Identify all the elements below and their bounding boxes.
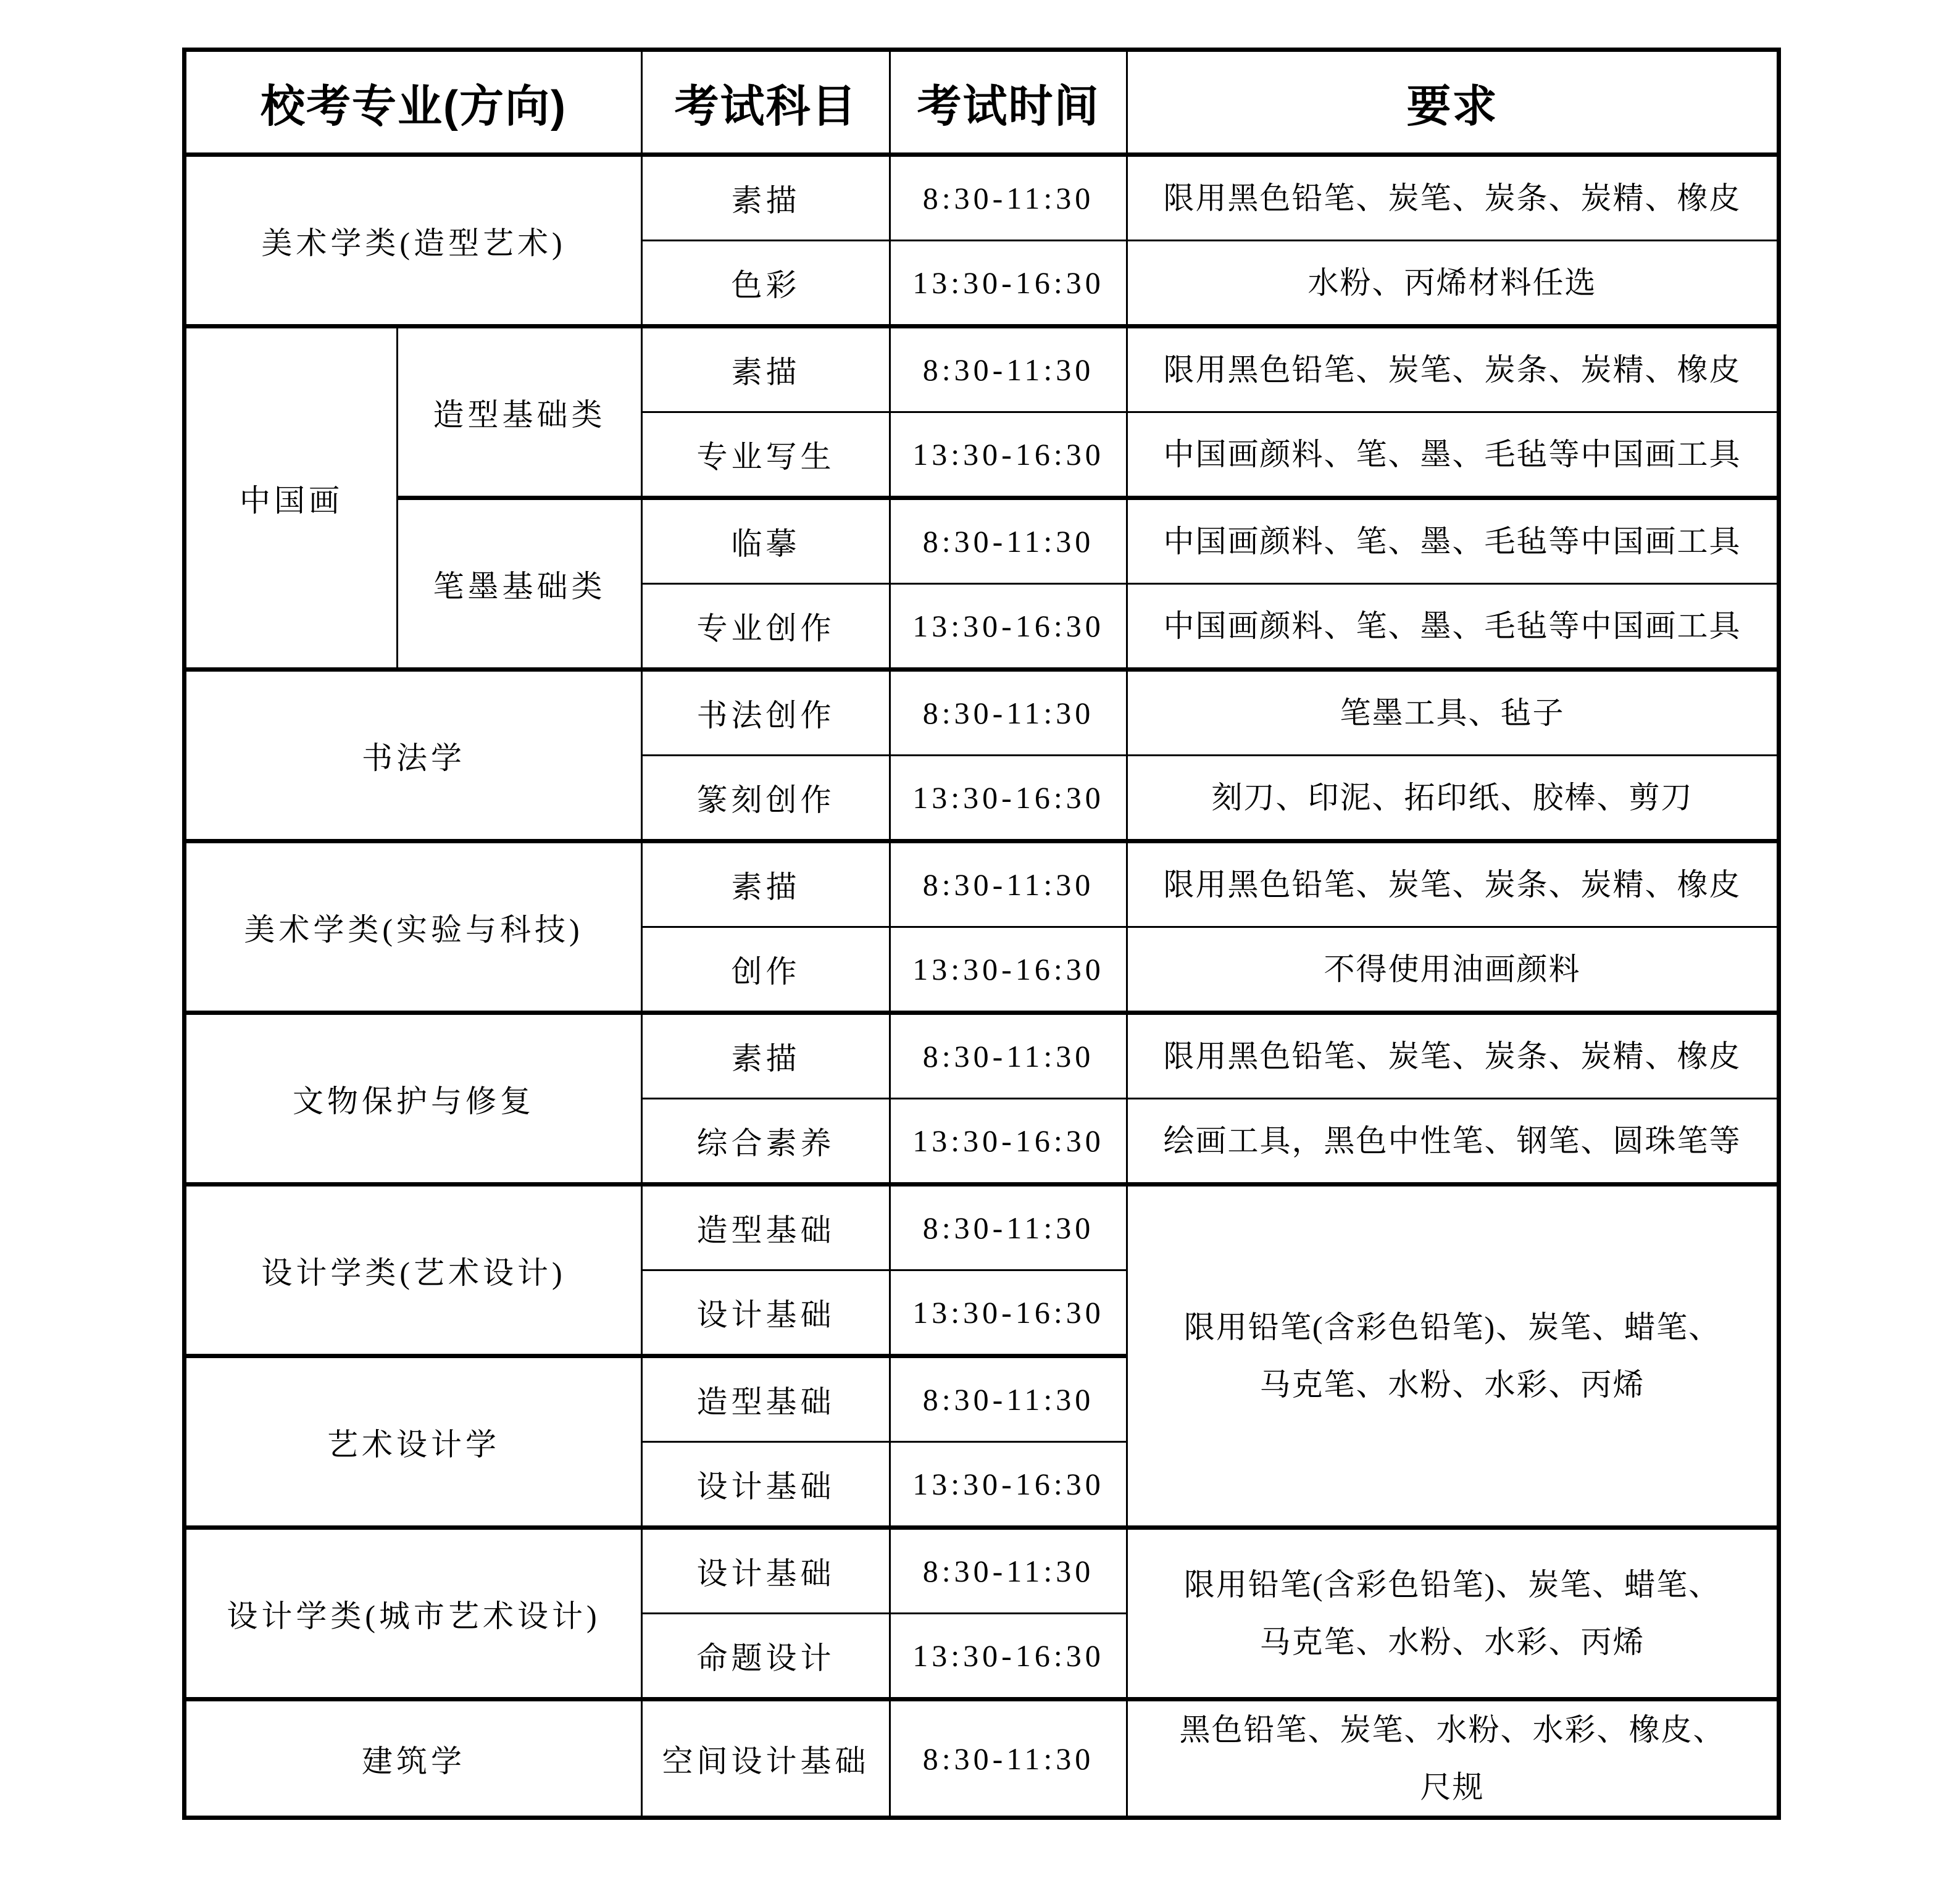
table-row (185, 1185, 1779, 1270)
subject-cell: 设计基础 (642, 1442, 890, 1528)
major-design-urban-art-design: 设计学类(城市艺术设计) (185, 1528, 642, 1700)
table-row (185, 498, 1779, 584)
subgroup-modeling-foundation: 造型基础类 (398, 327, 642, 498)
requirement-cell: 刻刀、印泥、拓印纸、胶棒、剪刀 (1127, 756, 1779, 841)
header-major: 校考专业(方向) (185, 50, 642, 155)
subject-cell: 综合素养 (642, 1099, 890, 1185)
requirement-line: 限用铅笔(含彩色铅笔)、炭笔、蜡笔、 (1183, 1567, 1721, 1602)
requirement-cell: 绘画工具，黑色中性笔、钢笔、圆珠笔等 (1127, 1099, 1779, 1185)
time-cell: 8:30-11:30 (890, 1528, 1127, 1614)
requirement-cell: 不得使用油画颜料 (1127, 927, 1779, 1013)
requirement-cell: 中国画颜料、笔、墨、毛毡等中国画工具 (1127, 412, 1779, 498)
time-cell: 13:30-16:30 (890, 584, 1127, 670)
exam-schedule-table-wrapper (182, 48, 1781, 1820)
table-header-row (185, 50, 1779, 155)
time-cell: 13:30-16:30 (890, 1614, 1127, 1700)
time-cell: 13:30-16:30 (890, 1270, 1127, 1356)
time-cell: 13:30-16:30 (890, 1099, 1127, 1185)
time-cell: 13:30-16:30 (890, 241, 1127, 327)
major-fine-arts-modeling: 美术学类(造型艺术) (185, 155, 642, 327)
subject-cell: 素描 (642, 841, 890, 927)
major-chinese-painting: 中国画 (185, 327, 398, 670)
major-heritage-conservation: 文物保护与修复 (185, 1013, 642, 1185)
time-cell: 13:30-16:30 (890, 1442, 1127, 1528)
subject-cell: 设计基础 (642, 1528, 890, 1614)
time-cell: 8:30-11:30 (890, 1356, 1127, 1442)
major-fine-arts-experiment-tech: 美术学类(实验与科技) (185, 841, 642, 1013)
subject-cell: 造型基础 (642, 1185, 890, 1270)
subject-cell: 命题设计 (642, 1614, 890, 1700)
requirement-cell: 限用黑色铅笔、炭笔、炭条、炭精、橡皮 (1127, 155, 1779, 241)
time-cell: 13:30-16:30 (890, 756, 1127, 841)
table-row (185, 327, 1779, 412)
table-row (185, 841, 1779, 927)
table-row (185, 1528, 1779, 1614)
requirement-line: 限用铅笔(含彩色铅笔)、炭笔、蜡笔、 (1183, 1310, 1721, 1345)
time-cell: 8:30-11:30 (890, 498, 1127, 584)
major-calligraphy: 书法学 (185, 670, 642, 841)
major-architecture: 建筑学 (185, 1700, 642, 1818)
subject-cell: 素描 (642, 1013, 890, 1099)
time-cell: 8:30-11:30 (890, 1013, 1127, 1099)
subject-cell: 色彩 (642, 241, 890, 327)
requirement-line: 马克笔、水粉、水彩、丙烯 (1259, 1367, 1645, 1402)
time-cell: 8:30-11:30 (890, 1700, 1127, 1818)
requirement-line: 尺规 (1420, 1769, 1485, 1804)
header-subject: 考试科目 (642, 50, 890, 155)
subject-cell: 临摹 (642, 498, 890, 584)
subject-cell: 素描 (642, 327, 890, 412)
major-art-design-studies: 艺术设计学 (185, 1356, 642, 1528)
requirement-cell-merged-urban (1127, 1528, 1779, 1700)
time-cell: 8:30-11:30 (890, 1185, 1127, 1270)
requirement-cell-merged-design (1127, 1185, 1779, 1528)
table-row (185, 1700, 1779, 1818)
subject-cell: 创作 (642, 927, 890, 1013)
time-cell: 8:30-11:30 (890, 155, 1127, 241)
time-cell: 8:30-11:30 (890, 670, 1127, 756)
requirement-cell: 笔墨工具、毡子 (1127, 670, 1779, 756)
exam-schedule-table (182, 48, 1781, 1820)
time-cell: 8:30-11:30 (890, 841, 1127, 927)
time-cell: 13:30-16:30 (890, 412, 1127, 498)
subject-cell: 造型基础 (642, 1356, 890, 1442)
requirement-cell: 水粉、丙烯材料任选 (1127, 241, 1779, 327)
subject-cell: 专业创作 (642, 584, 890, 670)
header-requirement: 要求 (1127, 50, 1779, 155)
header-time: 考试时间 (890, 50, 1127, 155)
table-row (185, 155, 1779, 241)
requirement-cell: 中国画颜料、笔、墨、毛毡等中国画工具 (1127, 498, 1779, 584)
major-design-art-design: 设计学类(艺术设计) (185, 1185, 642, 1356)
requirement-line: 马克笔、水粉、水彩、丙烯 (1259, 1624, 1645, 1659)
subject-cell: 空间设计基础 (642, 1700, 890, 1818)
requirement-cell: 限用黑色铅笔、炭笔、炭条、炭精、橡皮 (1127, 1013, 1779, 1099)
requirement-cell-architecture (1127, 1700, 1779, 1818)
requirement-cell: 限用黑色铅笔、炭笔、炭条、炭精、橡皮 (1127, 327, 1779, 412)
table-row (185, 670, 1779, 756)
subject-cell: 设计基础 (642, 1270, 890, 1356)
time-cell: 13:30-16:30 (890, 927, 1127, 1013)
subject-cell: 专业写生 (642, 412, 890, 498)
subject-cell: 素描 (642, 155, 890, 241)
time-cell: 8:30-11:30 (890, 327, 1127, 412)
subject-cell: 书法创作 (642, 670, 890, 756)
requirement-cell: 限用黑色铅笔、炭笔、炭条、炭精、橡皮 (1127, 841, 1779, 927)
subgroup-brush-ink-foundation: 笔墨基础类 (398, 498, 642, 670)
subject-cell: 篆刻创作 (642, 756, 890, 841)
table-row (185, 1013, 1779, 1099)
requirement-cell: 中国画颜料、笔、墨、毛毡等中国画工具 (1127, 584, 1779, 670)
requirement-line: 黑色铅笔、炭笔、水粉、水彩、橡皮、 (1179, 1712, 1725, 1747)
